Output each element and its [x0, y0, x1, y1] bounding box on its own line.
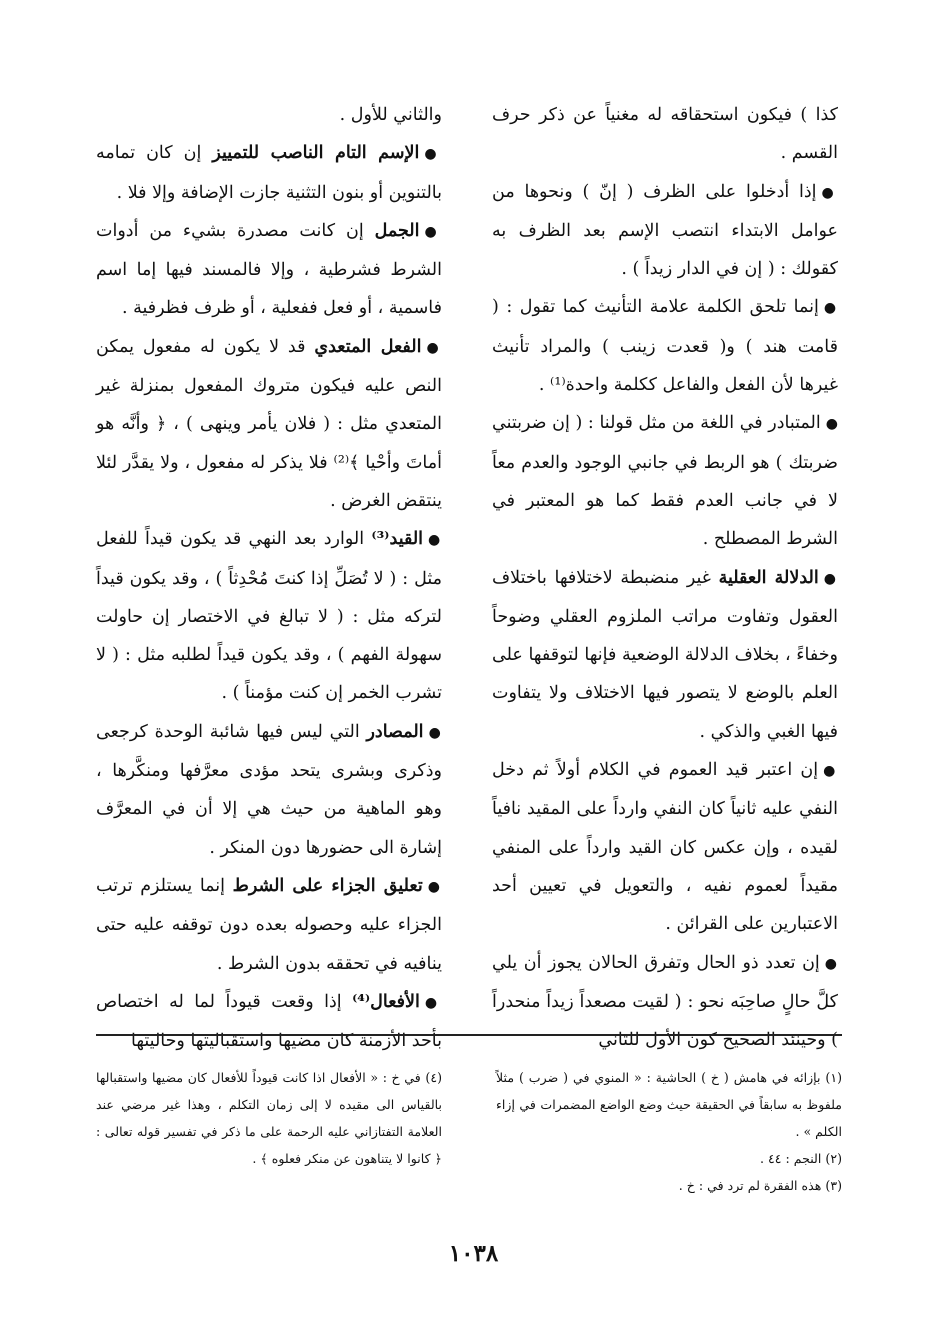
footnotes-left: [96, 1064, 442, 1172]
paragraph-text: إنما يستلزم ترتب الجزاء عليه وحصوله بعده دون توقفه عليه حتى ينافيه في تحققه بدون الشرط .: [96, 875, 442, 974]
paragraph-text: إذا أدخلوا على الظرف ( إنّ ) ونحوها من عوامل الابتداء انتصب الإسم بعد الظرف به كقولك : ( إن في الدار زيداً ) .: [492, 181, 838, 280]
footnote: (١) بإزائه في هامش ( خ ) الحاشية : « المنوي في ( ضرب ) مثلاً ملفوظ به سابقاً في الحقيقة حيث وضع الواضع المضمرات في إزاء الكلم » .: [496, 1070, 842, 1139]
right-column: [492, 96, 838, 1059]
bullet-icon: ●: [428, 532, 442, 549]
paragraph-text: الوارد بعد النهي قد يكون قيداً للفعل مثل : ( لا تُصَلِّ إذا كنتَ مُحْدِثاً ) ، وقد يكون قيداً لتركه مثل : ( لا تبالغ في الاختصار إن حاولت سهولة الفهم ) ، وقد يكون قيداً لطلبه مثل : ( لا تشرب الخمر إن كنت مؤمناً ) .: [96, 529, 442, 704]
paragraph: [492, 944, 838, 1060]
paragraph-text: قد لا يكون له مفعول يمكن النص عليه فيكون متروك المفعول بمنزلة غير المتعدي مثل : ( فلان يأمر وينهى ) ، ﴿ وأنَّه هو أماتَ وأحْيا ﴾⁽²⁾ فلا يذكر له مفعول ، ولا يقدَّر لئلا ينتقض الغرض .: [96, 336, 442, 511]
paragraph: [492, 288, 838, 404]
paragraph: [492, 751, 838, 943]
bullet-icon: ●: [824, 955, 838, 972]
paragraph-lead: المصادر: [366, 721, 424, 742]
paragraph: [96, 134, 442, 212]
bullet-icon: ●: [823, 763, 839, 780]
paragraph-lead: القيد⁽³⁾: [371, 529, 424, 550]
paragraph-text: إن تعدد ذو الحال وتفرق الحالان يجوز أن يلي كلَّ حالٍ صاحِبَه نحو : ( لقيت مصعداً زيداً منحدراً ) وحينئذ الصحيح كون الأول للثاني: [492, 952, 838, 1051]
footnote: (٣) هذه الفقرة لم ترد في : خ .: [678, 1178, 842, 1193]
paragraph-lead: تعليق الجزاء على الشرط: [232, 875, 423, 896]
paragraph-text: غير منضبطة لاختلافها باختلاف العقول وتفاوت مراتب الملزوم العقلي وضوحاً وخفاءً ، بخلاف الدلالة الوضعية فإنها لتوقفها على العلم بالوضع لا يتصور فيها الاختلاف ولا يتفاوت فيها الغبي والذكي .: [492, 567, 838, 742]
paragraph-text: المتبادر في اللغة من مثل قولنا : ( إن ضربتني ضربتك ) هو الربط في جانبي الوجود والعدم معاً لا في جانب العدم فقط كما هو المعتبر في الشرط المصطلح .: [492, 413, 838, 550]
page-number: ١٠٣٨: [448, 1240, 499, 1267]
paragraph-text: كذا ) فيكون استحقاقه له مغنياً عن ذكر حرف القسم .: [492, 105, 838, 164]
footnote-divider: [96, 1034, 842, 1036]
paragraph: [96, 96, 442, 134]
paragraph-text: إنما تلحق الكلمة علامة التأنيث كما تقول : ( قامت هند ) و( قعدت زينب ) والمراد تأنيث غيرها لأن الفعل والفاعل ككلمة واحدة⁽¹⁾ .: [492, 297, 838, 396]
paragraph-text: إذا وقعت قيوداً لما له اختصاص بأحد الأزمنة كان مضيها واستقباليتها وحاليتها: [96, 991, 442, 1052]
paragraph: [492, 173, 838, 289]
paragraph-text: إن كانت مصدرة بشيء من أدوات الشرط فشرطية ، وإلا فالمسند فيها إما اسم فاسمية ، أو فعل ففعلية ، أو ظرف فظرفية .: [96, 220, 442, 319]
bullet-icon: ●: [424, 146, 442, 163]
bullet-icon: ●: [823, 300, 839, 317]
paragraph: [492, 559, 838, 751]
paragraph: [96, 520, 442, 712]
paragraph: [96, 212, 442, 328]
bullet-icon: ●: [424, 223, 442, 240]
paragraph: [492, 96, 838, 173]
paragraph: [96, 713, 442, 867]
paragraph-lead: الإسم التام الناصب للتمييز: [212, 143, 420, 164]
paragraph-lead: الأفعال⁽⁴⁾: [352, 991, 420, 1012]
paragraph-lead: الجمل: [374, 220, 420, 241]
left-column: [96, 96, 442, 1060]
paragraph-text: والثاني للأول .: [339, 105, 442, 125]
bullet-icon: ●: [426, 339, 442, 356]
bullet-icon: ●: [821, 184, 839, 201]
paragraph: [492, 404, 838, 558]
footnote: (٤) في خ : « الأفعال اذا كانت قيوداً للأفعال كان مضيها واستقبالها بالقياس الى مقيده لا إلى زمان التكلم ، وهذا غير مرضي عند العلامة التفتازاني عليه الرحمة على ما ذكر في تفسير قوله تعالى : ﴿ كانوا لا يتناهون عن منكر فعلوه ﴾ .: [96, 1070, 442, 1166]
bullet-icon: ●: [825, 416, 839, 433]
footnotes-right: [496, 1064, 842, 1199]
bullet-icon: ●: [823, 570, 838, 587]
paragraph-lead: الفعل المتعدي: [314, 336, 422, 357]
bullet-icon: ●: [424, 994, 442, 1011]
paragraph-text: إن كان تمامه بالتنوين أو بنون التثنية جازت الإضافة وإلا فلا .: [96, 143, 442, 203]
paragraph-text: التي ليس فيها شائبة الوحدة كرجعى وذكرى وبشرى يتحد مؤدى معرَّفها ومنكَّرها ، وهو الماهية من حيث هي إلا أن في المعرَّف إشارة الى حضورها دون المنكر .: [96, 721, 442, 858]
bullet-icon: ●: [427, 878, 443, 895]
paragraph: [96, 328, 442, 520]
paragraph-lead: الدلالة العقلية: [718, 567, 819, 588]
paragraph: [96, 867, 442, 983]
paragraph: [96, 983, 442, 1061]
paragraph-text: إن اعتبر قيد العموم في الكلام أولاً ثم دخل النفي عليه ثانياً كان النفي وارداً على المقيد نافياً لقيده ، وإن عكس كان القيد وارداً على المنفي مقيداً لعموم نفيه ، والتعويل في تعيين أحد الاعتبارين على القرائن .: [492, 760, 838, 935]
bullet-icon: ●: [428, 724, 442, 741]
footnote: (٢) النجم : ٤٤ .: [759, 1151, 842, 1166]
